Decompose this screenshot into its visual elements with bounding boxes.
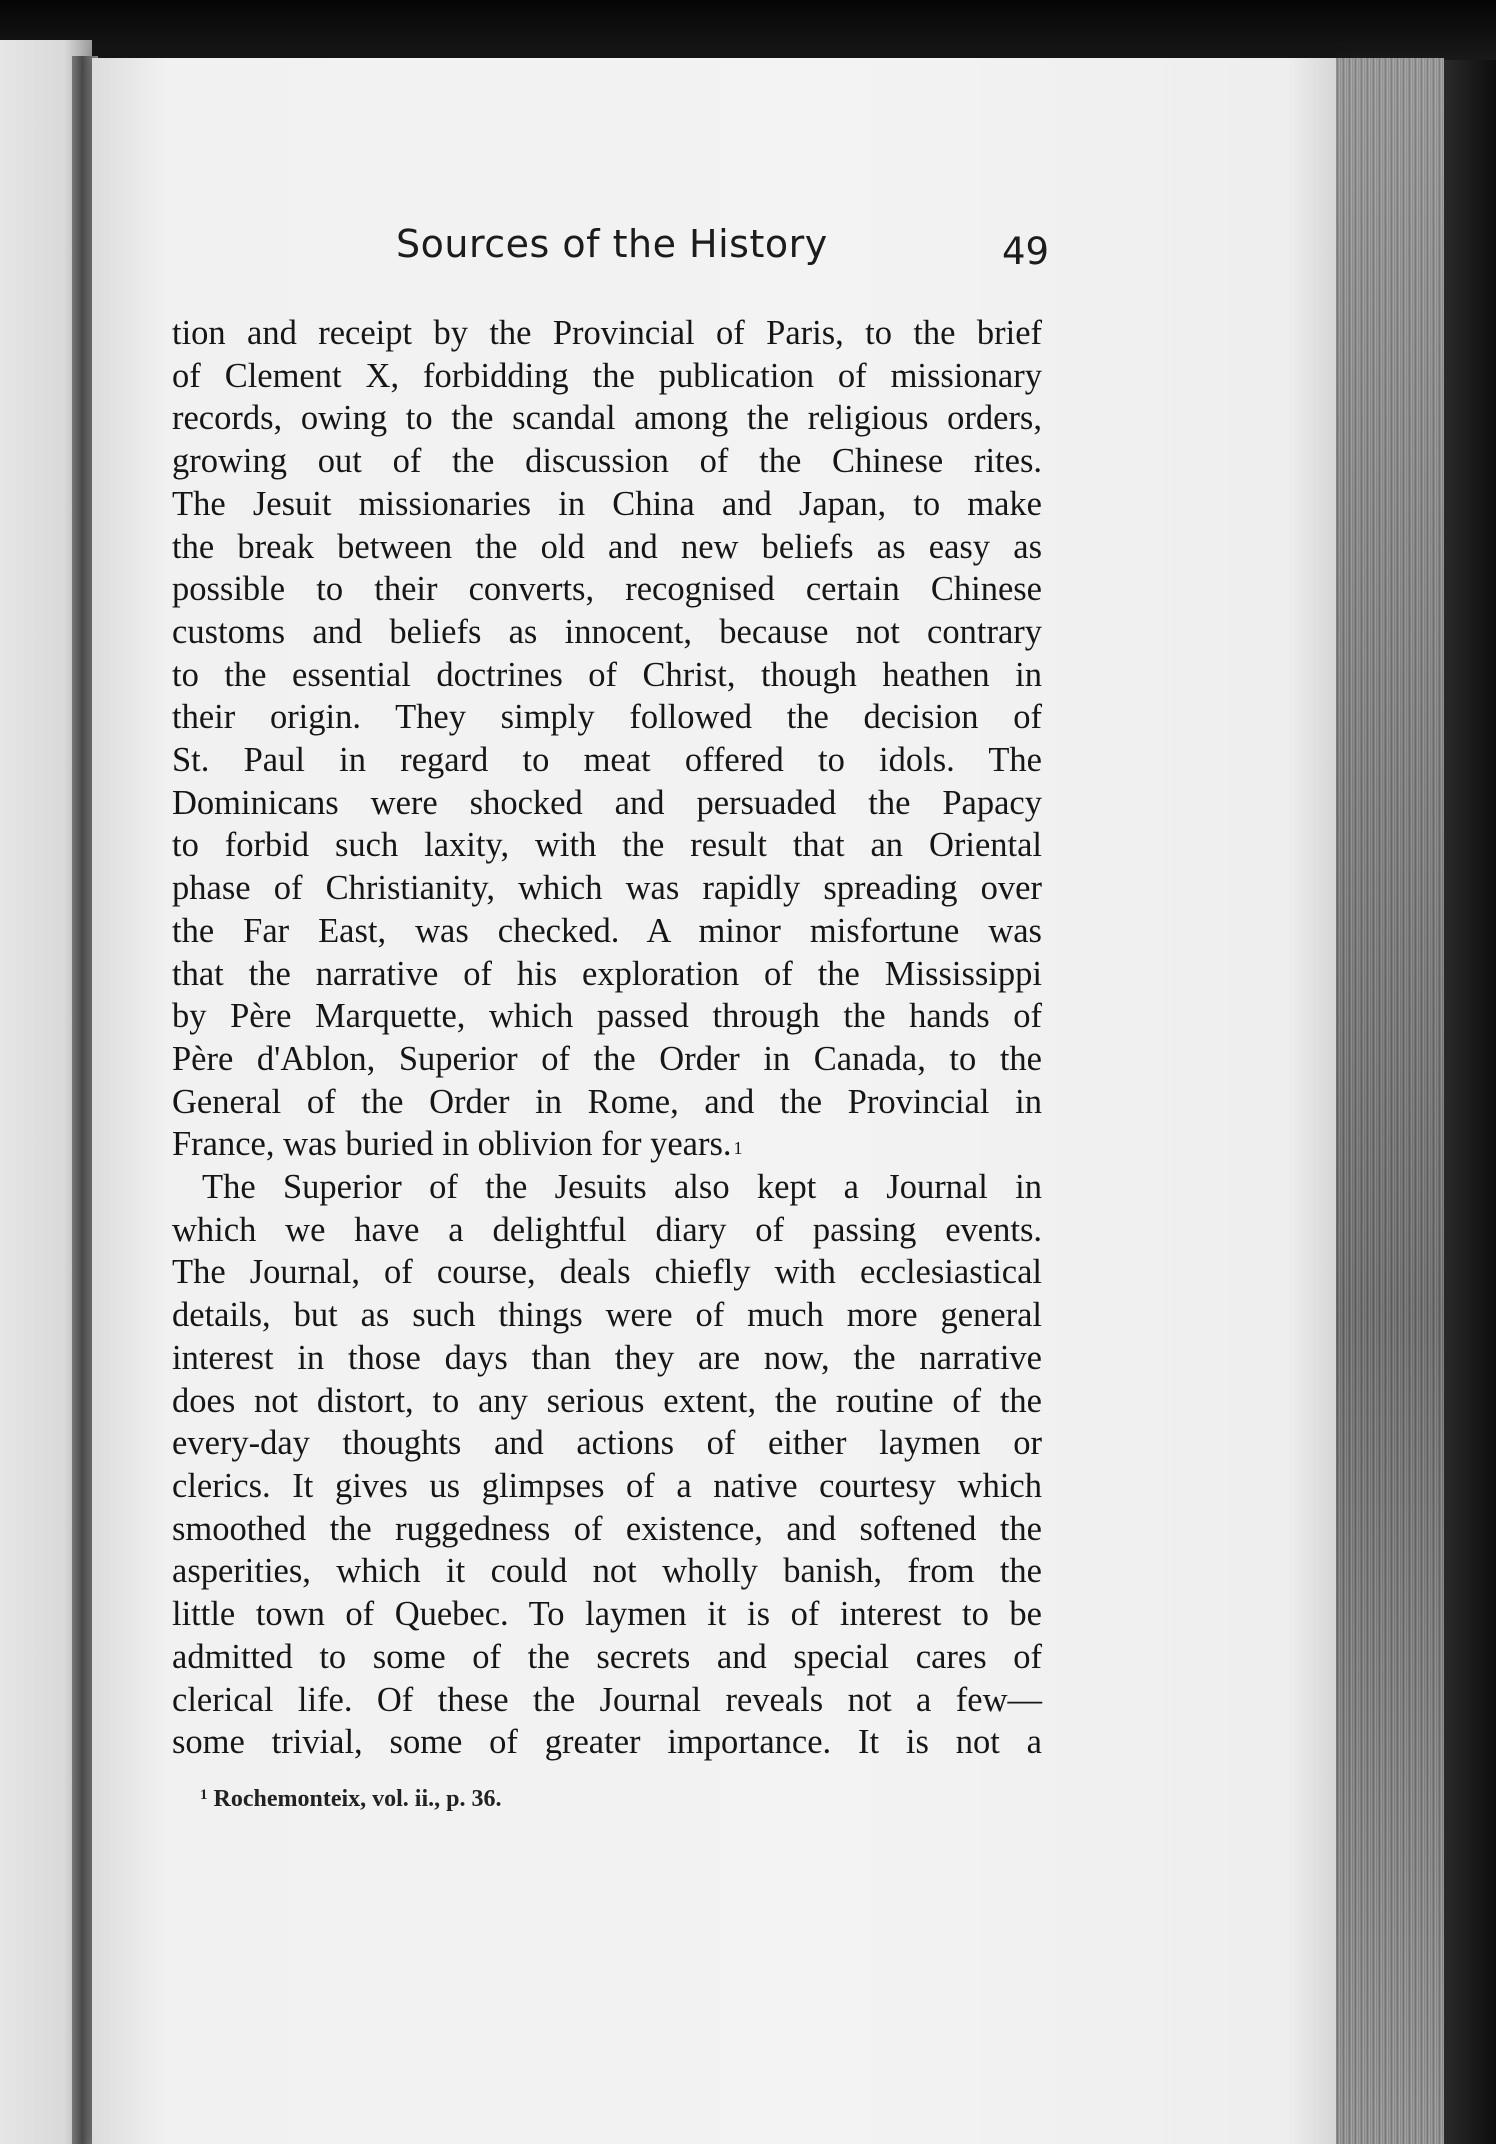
text-line: by Père Marquette, which passed through the hands of (172, 997, 1042, 1036)
text-line: details, but as such things were of much more general (172, 1296, 1042, 1335)
text-line: to the essential doctrines of Christ, though heathen in (172, 655, 1042, 694)
text-line: Père d'Ablon, Superior of the Order in Canada, to the (172, 1039, 1042, 1078)
body-text (172, 312, 1042, 1764)
text-line: General of the Order in Rome, and the Provincial in (172, 1082, 1042, 1121)
text-line: France, was buried in oblivion for years. (172, 1125, 732, 1164)
footnote (200, 1786, 502, 1813)
running-header: Sources of the History (396, 222, 828, 266)
text-line: little town of Quebec. To laymen it is of interest to be (172, 1595, 1042, 1634)
text-line: interest in those days than they are now, the narrative (172, 1338, 1042, 1377)
page-stack-edges (1336, 58, 1444, 2144)
footnote-text: Rochemonteix, vol. ii., p. 36. (213, 1786, 502, 1812)
text-line: The Journal, of course, deals chiefly with ecclesiastical (172, 1253, 1042, 1292)
text-line: tion and receipt by the Provincial of Paris, to the brief (172, 314, 1042, 352)
text-line: Dominicans were shocked and persuaded the Papacy (172, 783, 1042, 822)
text-line: records, owing to the scandal among the religious orders, (172, 399, 1042, 438)
text-line: customs and beliefs as innocent, because not contrary (172, 612, 1042, 651)
paragraph-start-line: The Superior of the Jesuits also kept a Journal in (202, 1168, 1042, 1207)
text-line: every-day thoughts and actions of either laymen or (172, 1424, 1042, 1463)
text-line: that the narrative of his exploration of the Mississippi (172, 954, 1042, 993)
text-line: phase of Christianity, which was rapidly spreading over (172, 869, 1042, 908)
text-line: admitted to some of the secrets and special cares of (172, 1637, 1042, 1676)
footnote-number: 1 (200, 1787, 208, 1803)
text-line: possible to their converts, recognised certain Chinese (172, 570, 1042, 609)
text-line: growing out of the discussion of the Chinese rites. (172, 442, 1042, 481)
text-line: clerics. It gives us glimpses of a native courtesy which (172, 1466, 1042, 1505)
text-line: which we have a delightful diary of passing events. (172, 1210, 1042, 1249)
text-line: asperities, which it could not wholly banish, from the (172, 1552, 1042, 1591)
text-line: to forbid such laxity, with the result that an Oriental (172, 826, 1042, 865)
text-line: of Clement X, forbidding the publication of missionary (172, 356, 1042, 395)
text-line: the break between the old and new beliefs as easy as (172, 527, 1042, 566)
text-line: The Jesuit missionaries in China and Japan, to make (172, 484, 1042, 523)
text-line: the Far East, was checked. A minor misfortune was (172, 911, 1042, 950)
footnote-marker: 1 (733, 1138, 743, 1159)
text-line: clerical life. Of these the Journal reveals not a few— (172, 1680, 1042, 1719)
text-line: some trivial, some of greater importance. It is not a (172, 1723, 1042, 1762)
text-line: does not distort, to any serious extent, the routine of the (172, 1381, 1042, 1420)
text-line: their origin. They simply followed the decision of (172, 698, 1042, 737)
book-cover-edge (1444, 60, 1496, 2144)
text-line-with-footnote (172, 1123, 1042, 1166)
page-number: 49 (1002, 230, 1050, 273)
text-line: St. Paul in regard to meat offered to idols. The (172, 741, 1042, 780)
text-line: smoothed the ruggedness of existence, and softened the (172, 1509, 1042, 1548)
